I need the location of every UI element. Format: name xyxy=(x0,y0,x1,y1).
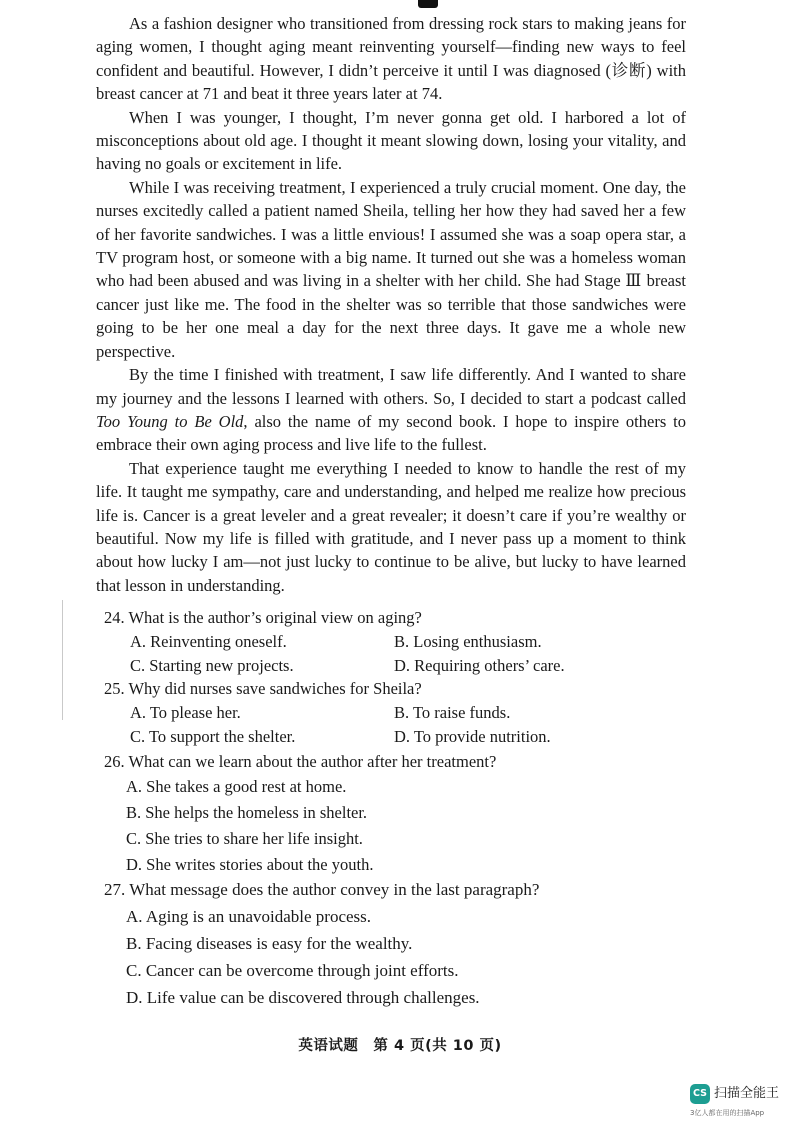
question-24-option-a: A. Reinventing oneself. xyxy=(130,632,287,651)
watermark-app-name: 扫描全能王 xyxy=(714,1086,780,1101)
passage-paragraph-1: As a fashion designer who transitioned from dressing rock stars to making jeans for aging women, I thought aging meant reinventing yourself—finding new ways to feel confident and beautiful. However, I didn’t perceive it until I was diagnosed (诊断) with breast cancer at 71 and beat it three years later at 74. xyxy=(96,14,686,104)
scan-margin-line xyxy=(62,600,63,720)
question-26-stem: 26. What can we learn about the author after her treatment? xyxy=(104,752,497,771)
question-24 xyxy=(104,606,694,678)
question-27-option-b: B. Facing diseases is easy for the wealthy. xyxy=(126,934,413,953)
passage-paragraph-2: When I was younger, I thought, I’m never gonna get old. I harbored a lot of misconceptions about old age. I thought it meant slowing down, losing your vitality, and having no goals or excitement in life. xyxy=(96,107,686,174)
reading-passage xyxy=(96,12,686,597)
question-26-option-b: B. She helps the homeless in shelter. xyxy=(126,803,368,822)
question-27-option-a: A. Aging is an unavoidable process. xyxy=(126,907,372,926)
question-24-options xyxy=(104,630,694,678)
question-24-stem: 24. What is the author’s original view on aging? xyxy=(104,608,422,627)
paragraph-4-text-end: , also the name of my second book. I hope to inspire others to embrace their own aging process and live life to the fullest. xyxy=(96,411,686,455)
question-27-option-c: C. Cancer can be overcome through joint efforts. xyxy=(126,961,459,980)
question-25-option-a: A. To please her. xyxy=(130,703,241,722)
question-25-option-c: C. To support the shelter. xyxy=(130,727,296,746)
camscanner-logo-icon: CS xyxy=(690,1084,710,1104)
question-26-options xyxy=(104,774,694,878)
question-25-options xyxy=(104,701,694,749)
question-27-stem: 27. What message does the author convey in the last paragraph? xyxy=(104,880,540,899)
question-24-option-c: C. Starting new projects. xyxy=(130,656,294,675)
passage-paragraph-5: That experience taught me everything I needed to know to handle the rest of my life. It taught me sympathy, care and understanding, and helped me realize how precious life is. Cancer is a great leveler and a great revealer; it doesn’t care if you’re wealthy or beautiful. Now my life is filled with gratitude, and I never pass up a moment to think about how lucky I am—not just lucky to continue to be alive, but lucky to have learned that lesson in understanding. xyxy=(96,458,686,595)
question-25 xyxy=(104,677,694,749)
passage-paragraph-4 xyxy=(96,363,686,457)
page-top-mark xyxy=(418,0,438,8)
question-27-options xyxy=(104,903,694,1011)
scanner-watermark xyxy=(690,1084,794,1124)
question-27-option-d: D. Life value can be discovered through challenges. xyxy=(126,988,480,1007)
page-footer: 英语试题 第 4 页(共 10 页) xyxy=(298,1038,502,1054)
watermark-tagline: 3亿人都在用的扫描App xyxy=(690,1109,765,1117)
question-24-option-d: D. Requiring others’ care. xyxy=(394,656,565,675)
passage-paragraph-3: While I was receiving treatment, I experienced a truly crucial moment. One day, the nurses excitedly called a patient named Sheila, telling her how they had saved her a few of her favorite sandwiches. I was a little envious! I assumed she was a soap opera star, a TV program host, or someone with a big name. It turned out she was a homeless woman who had been abused and was living in a shelter with her child. She had Stage Ⅲ breast cancer just like me. The food in the shelter was so terrible that those sandwiches were going to be her one meal a day for the next three days. It gave me a whole new perspective. xyxy=(96,177,686,361)
question-25-stem: 25. Why did nurses save sandwiches for Sheila? xyxy=(104,679,422,698)
question-24-option-b: B. Losing enthusiasm. xyxy=(394,632,542,651)
question-27 xyxy=(104,877,694,1011)
question-25-option-d: D. To provide nutrition. xyxy=(394,727,551,746)
question-26-option-a: A. She takes a good rest at home. xyxy=(126,777,347,796)
question-26-option-d: D. She writes stories about the youth. xyxy=(126,855,374,874)
question-26-option-c: C. She tries to share her life insight. xyxy=(126,829,363,848)
question-25-option-b: B. To raise funds. xyxy=(394,703,511,722)
question-26 xyxy=(104,750,694,878)
podcast-title: Too Young to Be Old xyxy=(96,411,244,431)
paragraph-4-text-start: By the time I finished with treatment, I saw life differently. And I wanted to share my journey and the lessons I learned with others. So, I decided to start a podcast called xyxy=(96,365,686,408)
